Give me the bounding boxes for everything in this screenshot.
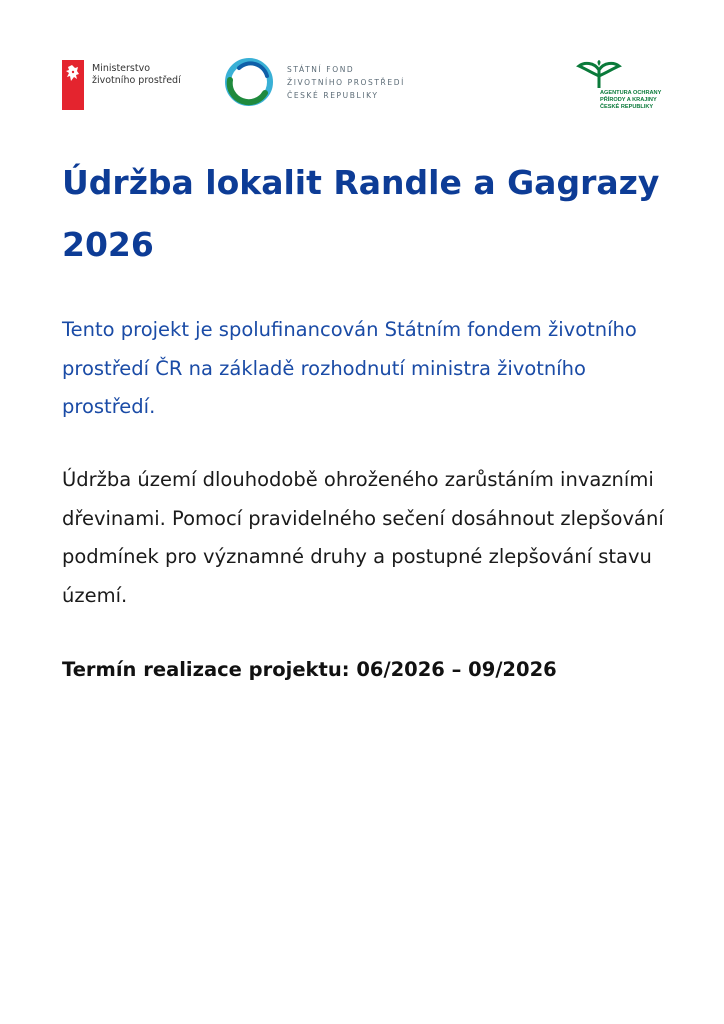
fund-name-line2: ŽIVOTNÍHO PROSTŘEDÍ (287, 77, 405, 87)
funding-statement: Tento projekt je spolufinancován Státním fondem životního prostředí ČR na základě rozhodnutí ministra životního prostředí. (62, 318, 637, 418)
agency-name-line3: ČESKÉ REPUBLIKY (600, 104, 654, 111)
ministry-name-line2: životního prostředí (92, 75, 181, 86)
agency-logo-text (600, 90, 661, 112)
fund-logo-text (287, 63, 405, 102)
agency-leaf-icon (576, 60, 622, 90)
fund-logo (225, 58, 405, 106)
page-title: Údržba lokalit Randle a Gagrazy 2026 (62, 163, 660, 264)
agency-logo (576, 60, 666, 111)
project-description: Údržba území dlouhodobě ohroženého zarůstáním invazními dřevinami. Pomocí pravidelného sečení dosáhnout zlepšování podmínek pro významné druhy a postupné zlepšování stavu území. (62, 468, 664, 607)
agency-name-line1: AGENTURA OCHRANY (600, 90, 662, 96)
fund-name-line1: STÁTNÍ FOND (287, 64, 355, 74)
fund-circle-icon (225, 58, 273, 106)
fund-name-line3: ČESKÉ REPUBLIKY (287, 90, 379, 100)
logo-bar (0, 56, 724, 116)
ministry-logo-text (92, 63, 181, 87)
agency-name-line2: PŘÍRODY A KRAJINY (600, 97, 657, 104)
ministry-logo (62, 60, 181, 110)
project-term: Termín realizace projektu: 06/2026 – 09/2026 (62, 658, 557, 681)
ministry-emblem-icon (62, 60, 84, 110)
ministry-name-line1: Ministerstvo (92, 63, 151, 74)
